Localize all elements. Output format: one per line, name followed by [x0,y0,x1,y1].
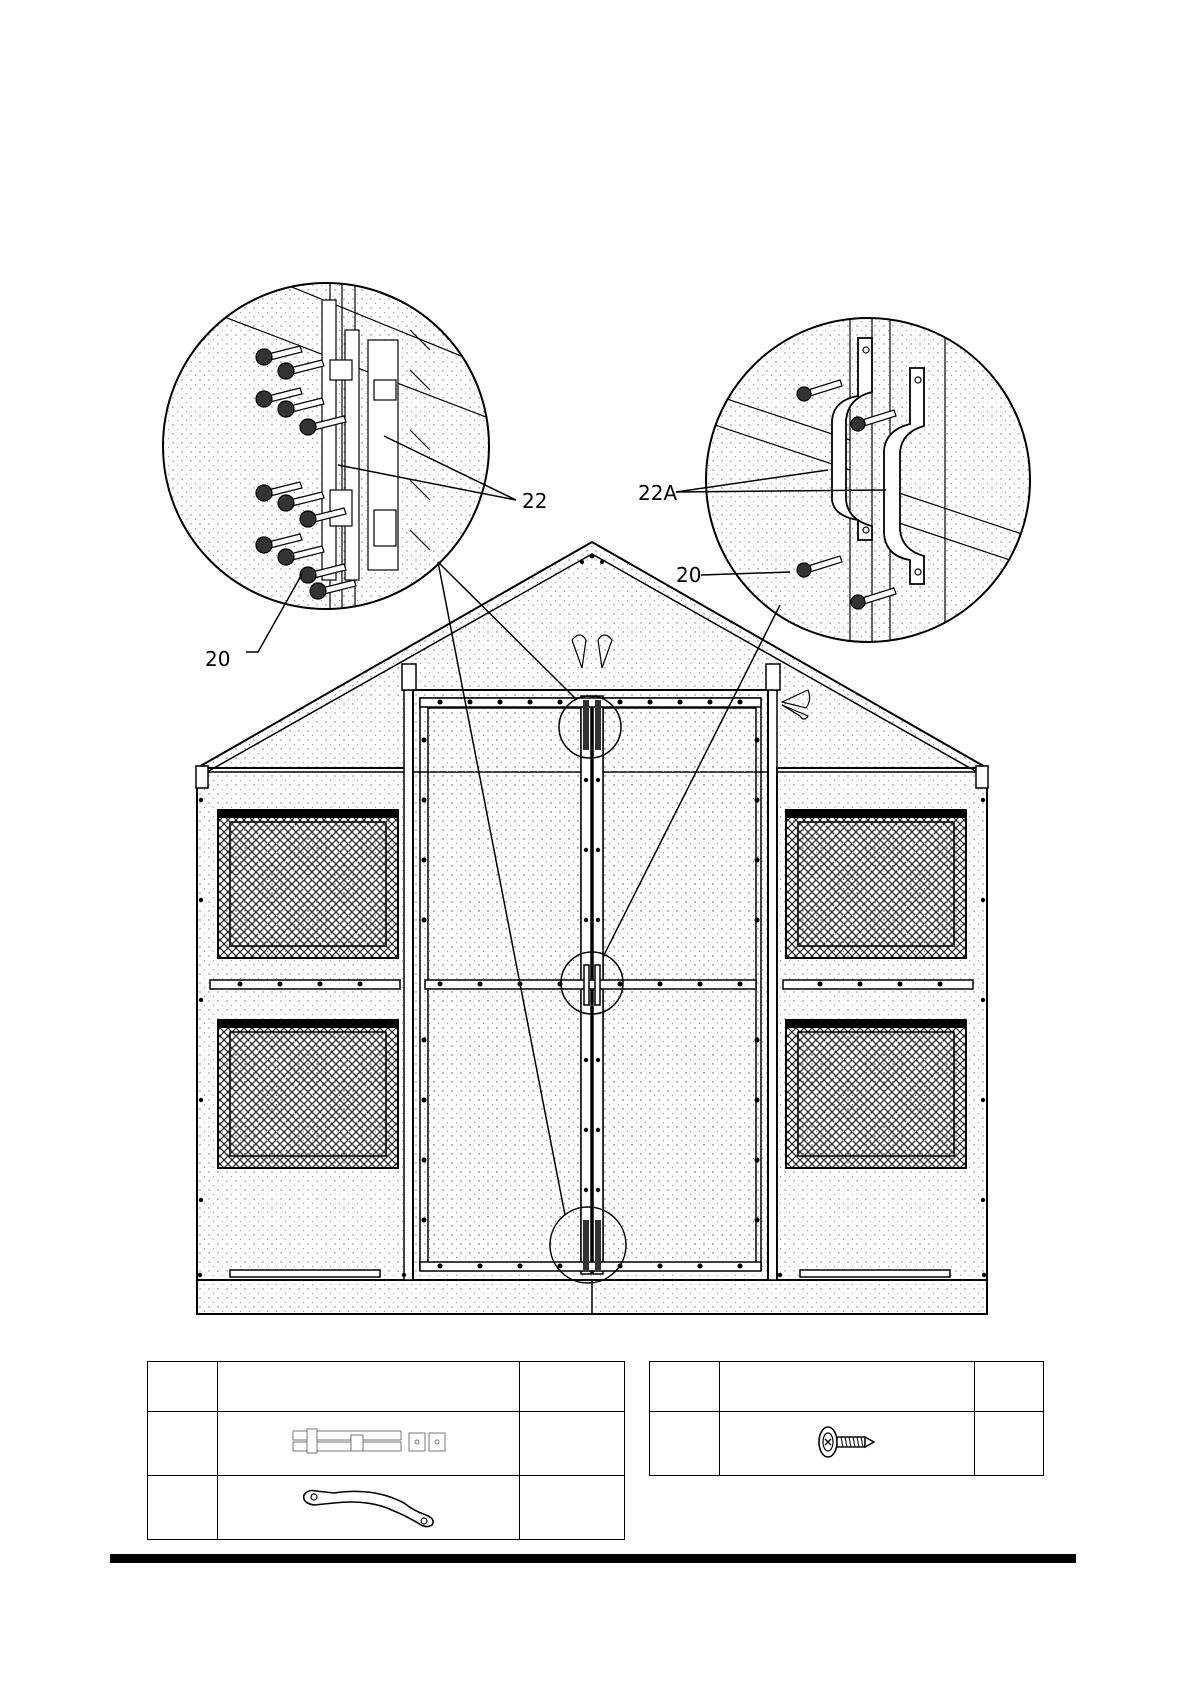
part-id-cell [650,1412,720,1476]
callout-label-20-left: 20 [205,647,231,671]
double-door [413,690,768,1280]
callout-label-22: 22 [522,489,548,513]
self-drilling-screw-icon [812,1422,882,1462]
table-row [148,1362,625,1412]
part-qty-cell [520,1362,625,1412]
part-qty-cell [520,1476,625,1540]
part-qty-cell [520,1412,625,1476]
part-image-cell [720,1362,975,1412]
part-id-cell [148,1476,218,1540]
callout-label-20-right: 20 [676,563,702,587]
parts-table-left [147,1361,625,1540]
part-image-cell [720,1412,975,1476]
table-row [148,1412,625,1476]
window-top-left [218,810,398,958]
shed-front-elevation [196,542,988,1314]
table-row [650,1362,1044,1412]
parts-table-right [649,1361,1044,1476]
window-bottom-right [786,1020,966,1168]
part-image-cell [218,1362,520,1412]
part-qty-cell [975,1362,1044,1412]
table-row [148,1476,625,1540]
window-top-right [786,810,966,958]
part-id-cell [148,1412,218,1476]
window-bottom-left [218,1020,398,1168]
page-footer-rule [110,1554,1076,1563]
callout-label-22A: 22A [638,481,678,505]
part-image-cell [218,1412,520,1476]
part-image-cell [218,1476,520,1540]
part-qty-cell [975,1412,1044,1476]
door-latch-bolt-icon [289,1427,449,1457]
table-row [650,1412,1044,1476]
part-id-cell [148,1362,218,1412]
part-id-cell [650,1362,720,1412]
door-handle-icon [294,1481,444,1531]
